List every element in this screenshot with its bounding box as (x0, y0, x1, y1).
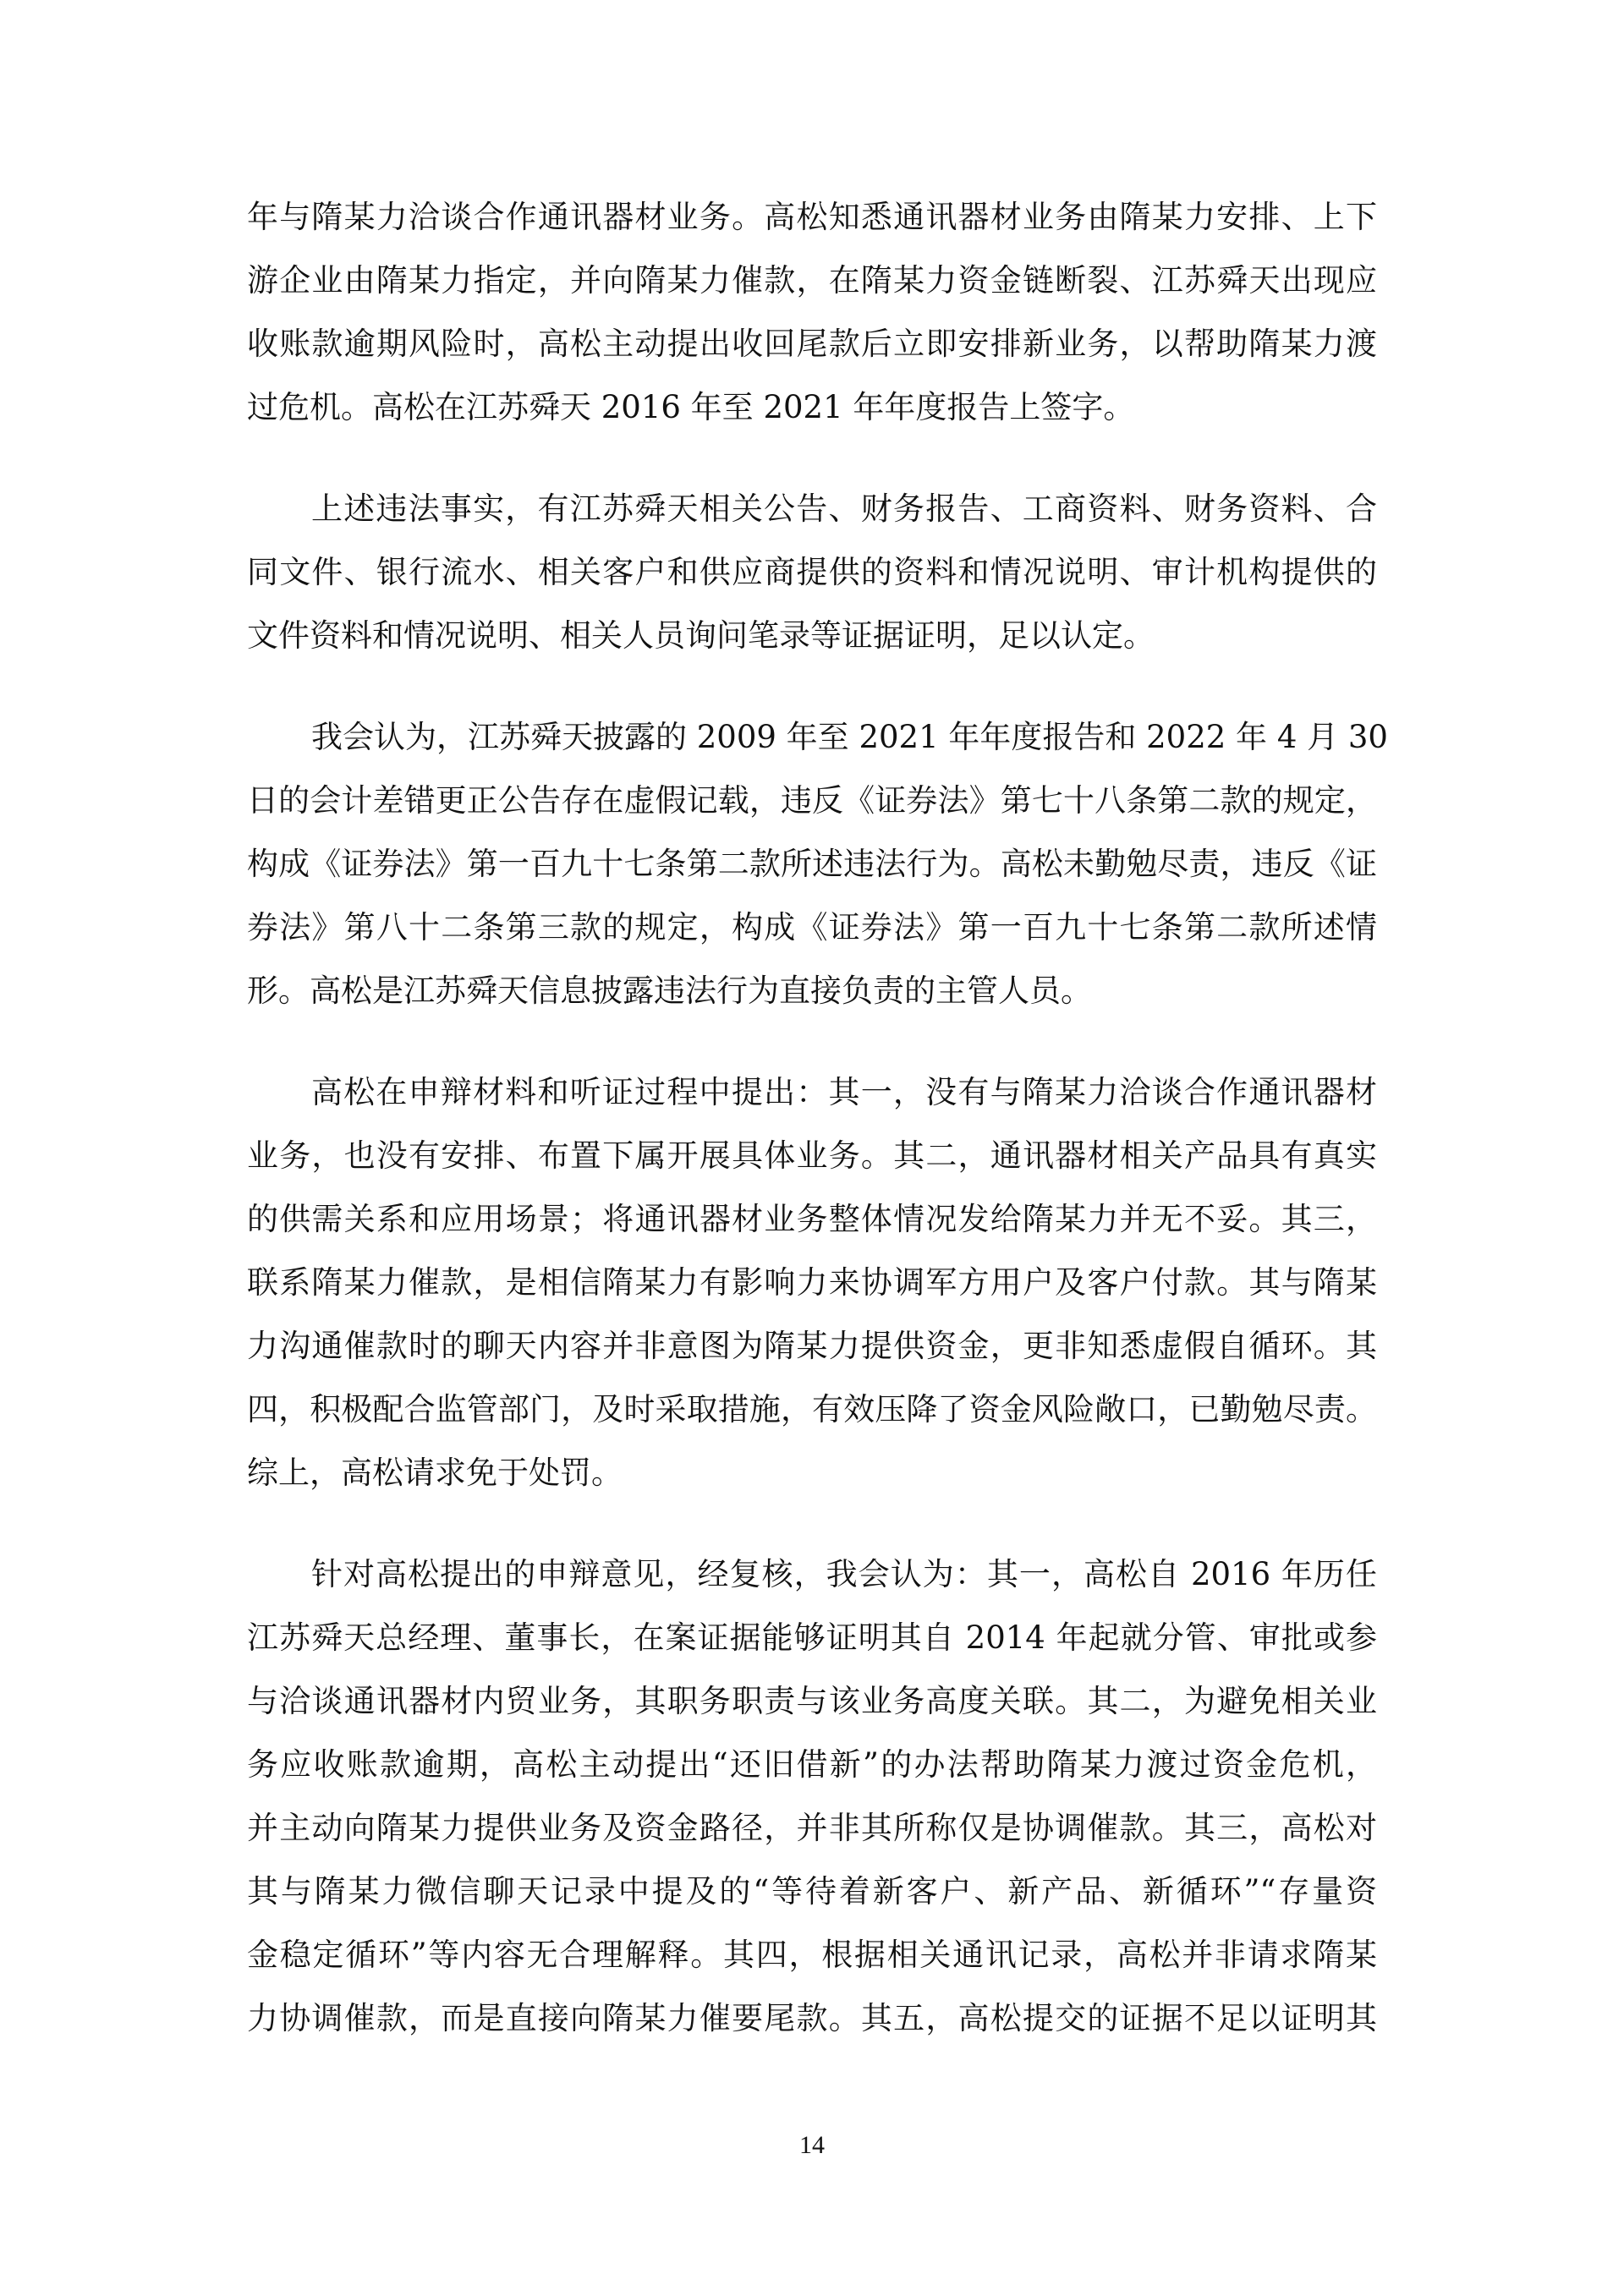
text-line: 业务，也没有安排、布置下属开展具体业务。其二，通讯器材相关产品具有真实 (247, 1137, 1377, 1174)
text-line: 金稳定循环”等内容无合理解释。其四，根据相关通讯记录，高松并非请求隋某 (247, 1937, 1377, 1973)
text-line: 日的会计差错更正公告存在虚假记载，违反《证券法》第七十八条第二款的规定， (247, 782, 1377, 819)
paragraph-5 (247, 1553, 1377, 2061)
text-line: 高松在申辩材料和听证过程中提出：其一，没有与隋某力洽谈合作通讯器材 (311, 1074, 1377, 1110)
text-line: 文件资料和情况说明、相关人员询问笔录等证据证明，足以认定。 (247, 617, 1155, 654)
text-line: 联系隋某力催款，是相信隋某力有影响力来协调军方用户及客户付款。其与隋某 (247, 1264, 1377, 1301)
text-line: 江苏舜天总经理、董事长，在案证据能够证明其自 2014 年起就分管、审批或参 (247, 1619, 1377, 1656)
text-line: 力协调催款，而是直接向隋某力催要尾款。其五，高松提交的证据不足以证明其 (247, 2000, 1377, 2036)
text-line: 游企业由隋某力指定，并向隋某力催款，在隋某力资金链断裂、江苏舜天出现应 (247, 262, 1377, 299)
document-body (247, 196, 1388, 2099)
text-line: 力沟通催款时的聊天内容并非意图为隋某力提供资金，更非知悉虚假自循环。其 (247, 1328, 1377, 1364)
text-line: 四，积极配合监管部门，及时采取措施，有效压降了资金风险敞口，已勤勉尽责。 (247, 1391, 1377, 1427)
text-line: 综上，高松请求免于处罚。 (247, 1455, 623, 1491)
text-line: 同文件、银行流水、相关客户和供应商提供的资料和情况说明、审计机构提供的 (247, 554, 1377, 590)
text-line: 与洽谈通讯器材内贸业务，其职务职责与该业务高度关联。其二，为避免相关业 (247, 1683, 1377, 1719)
text-line: 券法》第八十二条第三款的规定，构成《证券法》第一百九十七条第二款所述情 (247, 909, 1377, 945)
text-line: 年与隋某力洽谈合作通讯器材业务。高松知悉通讯器材业务由隋某力安排、上下 (247, 199, 1377, 235)
text-line: 务应收账款逾期，高松主动提出“还旧借新”的办法帮助隋某力渡过资金危机， (247, 1746, 1377, 1783)
page-number: 14 (799, 2131, 825, 2159)
text-line: 其与隋某力微信聊天记录中提及的“等待着新客户、新产品、新循环”“存量资 (247, 1873, 1377, 1910)
paragraph-2 (247, 488, 1377, 678)
paragraph-4 (247, 1071, 1377, 1515)
text-line: 针对高松提出的申辩意见，经复核，我会认为：其一，高松自 2016 年历任 (311, 1556, 1377, 1592)
text-line: 过危机。高松在江苏舜天 2016 年至 2021 年年度报告上签字。 (247, 389, 1135, 425)
text-line: 上述违法事实，有江苏舜天相关公告、财务报告、工商资料、财务资料、合 (311, 490, 1377, 527)
text-line: 的供需关系和应用场景；将通讯器材业务整体情况发给隋某力并无不妥。其三， (247, 1201, 1377, 1237)
paragraph-3 (247, 716, 1388, 1033)
text-line: 收账款逾期风险时，高松主动提出收回尾款后立即安排新业务，以帮助隋某力渡 (247, 326, 1377, 362)
paragraph-1 (247, 196, 1377, 450)
text-line: 我会认为，江苏舜天披露的 2009 年至 2021 年年度报告和 2022 年 4 月 30 (311, 719, 1388, 755)
text-line: 并主动向隋某力提供业务及资金路径，并非其所称仅是协调催款。其三，高松对 (247, 1810, 1377, 1846)
text-line: 形。高松是江苏舜天信息披露违法行为直接负责的主管人员。 (247, 973, 1092, 1009)
text-line: 构成《证券法》第一百九十七条第二款所述违法行为。高松未勤勉尽责，违反《证 (247, 846, 1377, 882)
